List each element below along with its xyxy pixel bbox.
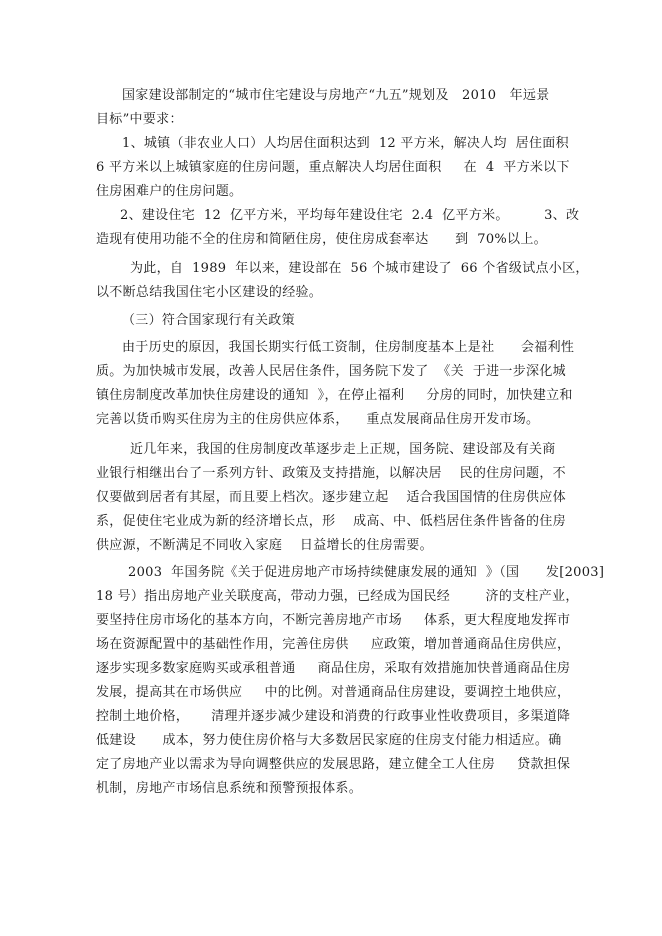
text-line: 国家建设部制定的“城市住宅建设与房地产“九五”规划及 2010 年远景: [122, 88, 550, 103]
text-line: 为此，自 1989 年以来，建设部在 56 个城市建设了 66 个省级试点小区，: [130, 261, 589, 276]
text-line: 住房困难户的住房问题。: [96, 184, 243, 199]
text-line: 1、城镇（非农业人口）人均居住面积达到 12 平方米，解决人均 居住面积: [122, 136, 569, 151]
text-line: 6 平方米以上城镇家庭的住房问题，重点解决人均居住面积 在 4 平方米以下: [96, 160, 570, 175]
text-line: 场在资源配置中的基础性作用，完善住房供 应政策，增加普通商品住房供应，: [96, 637, 571, 652]
text-line: 造现有使用功能不全的住房和简陋住房，使住房成套率达 到 70%以上。: [96, 232, 547, 247]
section-heading: （三）符合国家现行有关政策: [122, 313, 295, 328]
text-line: 2、建设住宅 12 亿平方米，平均每年建设住宅 2.4 亿平方米。 3、改: [120, 208, 580, 223]
text-line: 完善以货币购买住房为主的住房供应体系， 重点发展商品住房开发市场。: [96, 412, 540, 427]
text-line: 目标”中要求：: [96, 112, 183, 127]
text-line: 18 号）指出房地产业关联度高，带动力强，已经成为国民经 济的支柱产业，: [96, 589, 579, 604]
text-line: 2003 年国务院《关于促进房地产市场持续健康发展的通知 》（国 发[2003]: [128, 565, 605, 580]
text-line: 近几年来，我国的住房制度改革逐步走上正规，国务院、建设部及有关商: [130, 442, 556, 457]
text-line: 发展，提高其在市场供应 中的比例。对普通商品住房建设，要调控土地供应，: [96, 685, 571, 700]
text-line: 质。为加快城市发展，改善人民居住条件，国务院下发了 《关 于进一步深化城: [96, 364, 566, 379]
text-line: 业银行相继出台了一系列方针、政策及支持措施，以解决居 民的住房问题，不: [96, 466, 566, 481]
text-line: 机制，房地产市场信息系统和预警预报体系。: [96, 781, 363, 796]
text-line: 定了房地产业以需求为导向调整供应的发展思路，建立健全工人住房 贷款担保: [96, 757, 571, 772]
text-line: 要坚持住房市场化的基本方向，不断完善房地产市场 体系，更大程度地发挥市: [96, 613, 571, 628]
text-line: 以不断总结我国住宅小区建设的经验。: [96, 285, 323, 300]
text-line: 逐步实现多数家庭购买或承租普通 商品住房，采取有效措施加快普通商品住房: [96, 661, 571, 676]
text-line: 低建设 成本，努力使住房价格与大多数居民家庭的住房支付能力相适应。确: [96, 733, 562, 748]
text-line: 供应源，不断满足不同收入家庭 日益增长的住房需要。: [96, 538, 433, 553]
text-line: 由于历史的原因，我国长期实行低工资制，住房制度基本上是社 会福利性: [122, 340, 575, 355]
text-line: 控制土地价格， 清理并逐步减少建设和消费的行政事业性收费项目，多渠道降: [96, 709, 571, 724]
text-line: 仅要做到居者有其屋，而且要上档次。逐步建立起 适合我国国情的住房供应体: [96, 490, 566, 505]
text-line: 镇住房制度改革加快住房建设的通知 》，在停止福利 分房的同时，加快建立和: [96, 388, 573, 403]
text-line: 系，促使住宅业成为新的经济增长点，形 成高、中、低档居住条件皆备的住房: [96, 514, 566, 529]
